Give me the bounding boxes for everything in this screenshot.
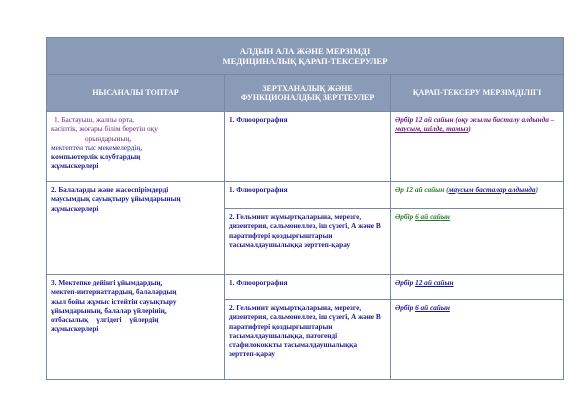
table-title — [47, 38, 564, 75]
row1-period-link: маусым, шілде, тамыз — [395, 124, 469, 134]
row1-group: 1. Бастауыш, жалпы орта, кәсіптік, жоғары білім беретін оқу орындарының, мектептен тыс мекемелердің, компьютерлік клубтардың жұмыскерлері — [47, 112, 225, 182]
row3-period-1: Әрбір 12 ай сайын — [391, 275, 564, 300]
header-periodicity: ҚАРАП-ТЕКСЕРУ МЕРЗІМДІЛІГІ — [391, 75, 564, 112]
row3-test-1: 1. Флюорография — [225, 275, 391, 300]
screening-table — [46, 37, 564, 380]
table-row — [47, 112, 564, 182]
row2-period-2: Әрбір 6 ай сайын — [391, 209, 564, 275]
row3-period-2: Әрбір 6 ай сайын — [391, 300, 564, 380]
row3-test-2: 2. Гельминт жұмыртқаларына, мерезге, дизентерия, сальмонеллез, іш сүзегі, А және В паратифтері қоздырғыштарын тасымалдаушылыққа, патогенді стафилококкты тасымалдаушылыққа зерттеп-қарау — [225, 300, 391, 380]
row2-test-1: 1. Флюорография — [225, 182, 391, 209]
row2-group: 2. Балаларды және жасөспірімдерді маусымдық сауықтыру ұйымдарының жұмыскерлері — [47, 182, 225, 275]
row1-test-1: 1. Флюорография — [229, 115, 288, 124]
header-target-groups: НЫСАНАЛЫ ТОПТАР — [47, 75, 225, 112]
table-row — [47, 275, 564, 300]
row1-tests — [225, 112, 391, 182]
header-tests: ЗЕРТХАНАЛЫҚ ЖӘНЕ ФУНКЦИОНАЛДЫҚ ЗЕРТТЕУЛЕР — [225, 75, 391, 112]
table-row — [47, 182, 564, 209]
title-line-1: АЛДЫН АЛА ЖӘНЕ МЕРЗІМДІ — [239, 46, 371, 56]
row2-period-1: Әр 12 ай сайын (маусым басталар алдында) — [391, 182, 564, 209]
row2-test-2: 2. Гельминт жұмыртқаларына, мерезге, дизентерия, сальмонеллез, іш сүзегі, А және В паратифтері қоздырғыштарын тасымалдаушылыққа зерттеп-қарау — [225, 209, 391, 275]
row1-period: Әрбір 12 ай сайын (оқу жылы басталу алдында – маусым, шілде, тамыз) — [391, 112, 564, 182]
row3-group: 3. Мектепке дейінгі ұйымдардың, мектеп-интернаттардың, балалардың жыл бойы жұмыс істейтін сауықтыру ұйымдарының, балалар үйлерінің, отбасылық үлгідегі үйлердің жұмыскерлері — [47, 275, 225, 380]
title-line-2: МЕДИЦИНАЛЫҚ ҚАРАП-ТЕКСЕРУЛЕР — [222, 56, 388, 66]
